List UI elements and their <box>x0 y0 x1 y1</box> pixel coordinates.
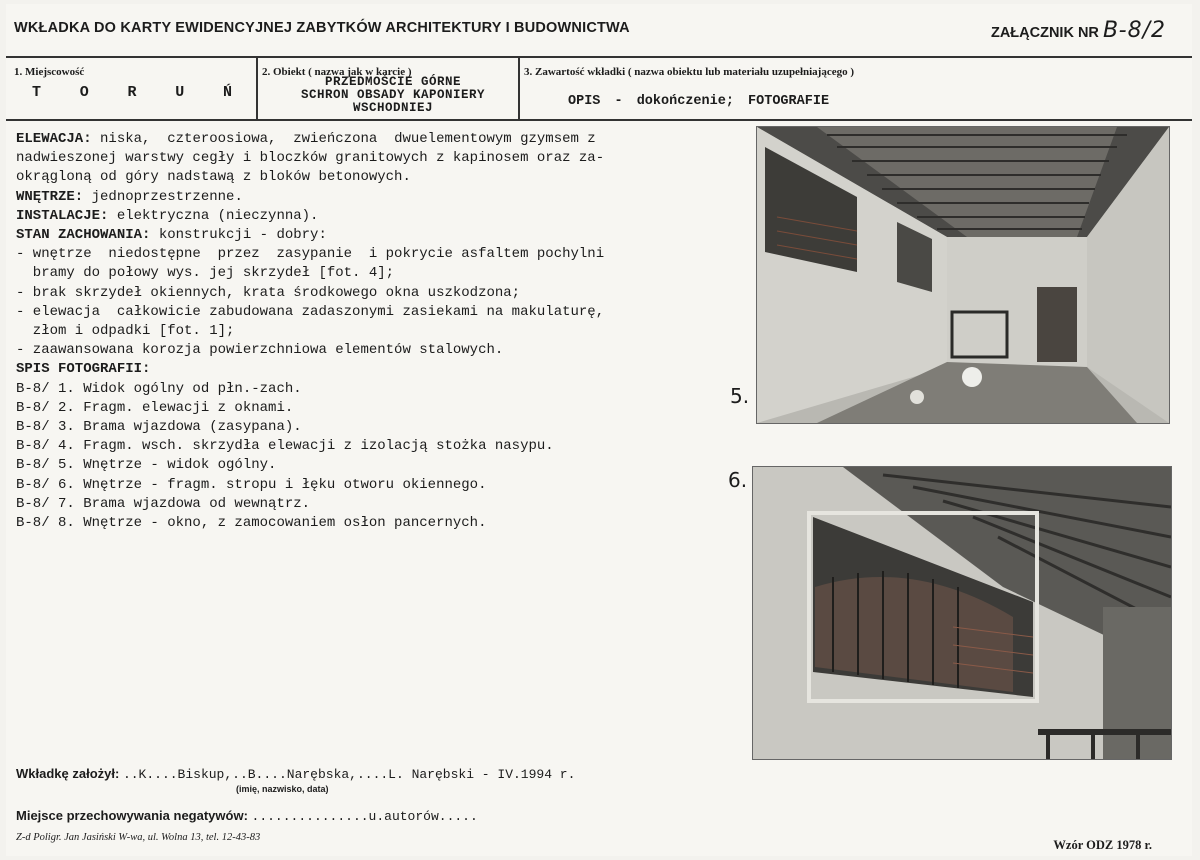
photo-6-number: 6. <box>728 468 748 492</box>
description-line <box>16 360 746 379</box>
line-text: B-8/ 4. Fragm. wsch. skrzydła elewacji z izolacją stożka nasypu. <box>16 438 554 455</box>
line-text: - zaawansowana korozja powierzchniowa elementów stalowych. <box>16 342 504 359</box>
line-text: B-8/ 3. Brama wjazdowa (zasypana). <box>16 419 302 436</box>
line-text: elektryczna (nieczynna). <box>108 207 319 224</box>
object-value <box>268 76 518 115</box>
attachment-label: ZAŁĄCZNIK NR <box>990 25 1099 41</box>
description-line <box>16 341 746 360</box>
description-line <box>16 188 746 207</box>
description-line <box>16 322 746 341</box>
description-line <box>16 399 746 418</box>
line-text: konstrukcji - dobry: <box>150 227 327 244</box>
description-line <box>16 476 746 495</box>
description-line <box>16 149 746 168</box>
section-heading: INSTALACJE: <box>16 207 109 224</box>
description-line <box>16 437 746 456</box>
line-text: - wnętrze niedostępne przez zasypanie i pokrycie asfaltem pochylni <box>16 246 605 263</box>
storage-line <box>16 808 478 824</box>
line-text: B-8/ 8. Wnętrze - okno, z zamocowaniem osłon pancernych. <box>16 515 487 532</box>
printer-imprint: Z-d Poligr. Jan Jasiński W-wa, ul. Wolna 13, tel. 12-43-83 <box>16 832 261 843</box>
line-text: nadwieszonej warstwy cegły i bloczków granitowych z kapinosem oraz za- <box>16 150 605 167</box>
line-text: niska, czteroosiowa, zwieńczona dwuelementowym gzymsem z <box>91 131 596 147</box>
locality-letter: T <box>32 84 42 101</box>
photo-interior-general <box>756 126 1170 424</box>
content-value: OPIS - dokończenie; FOTOGRAFIE <box>568 94 830 109</box>
author-value: ..K....Biskup,..B....Narębska,....L. Narębski - IV.1994 r. <box>122 767 576 782</box>
content-label: 3. Zawartość wkładki ( nazwa obiektu lub materiału uzupełniającego ) <box>524 66 855 78</box>
description-line <box>16 456 746 475</box>
author-line <box>16 766 575 782</box>
description-line <box>16 495 746 514</box>
description-line <box>16 284 746 303</box>
description-line <box>16 245 746 264</box>
section-heading: WNĘTRZE: <box>16 188 84 205</box>
field-divider-1 <box>256 58 258 120</box>
line-text: - elewacja całkowicie zabudowana zadaszonymi zasiekami na makulaturę, <box>16 303 605 320</box>
object-label: 2. Obiekt ( nazwa jak w karcie ) <box>262 66 412 78</box>
section-heading: SPIS FOTOGRAFII: <box>16 361 151 378</box>
line-text: B-8/ 2. Fragm. elewacji z oknami. <box>16 399 294 416</box>
sheet-title: WKŁADKA DO KARTY EWIDENCYJNEJ ZABYTKÓW ARCHITEKTURY I BUDOWNICTWA <box>14 20 630 36</box>
description-line <box>16 168 746 187</box>
description-line <box>16 264 746 283</box>
locality-value <box>32 84 232 101</box>
form-code: Wzór ODZ 1978 r. <box>1053 838 1152 852</box>
attachment-number-value: B-8/2 <box>1102 18 1166 43</box>
line-text: B-8/ 6. Wnętrze - fragm. stropu i łęku otworu okiennego. <box>16 476 487 493</box>
description-line <box>16 380 746 399</box>
description-line <box>16 514 746 533</box>
photo-interior-window <box>752 466 1172 760</box>
author-label: Wkładkę założył: <box>16 766 120 781</box>
header-rule-bottom <box>6 119 1192 121</box>
locality-letter: U <box>175 84 185 101</box>
description-line <box>16 303 746 322</box>
line-text: jednoprzestrzenne. <box>83 188 243 205</box>
line-text: okrągloną od góry nadstawą z bloków betonowych. <box>16 169 411 186</box>
description-text <box>16 130 746 533</box>
locality-letter: R <box>127 84 137 101</box>
photo-5-number: 5. <box>730 384 750 408</box>
object-line: WSCHODNIEJ <box>352 101 433 115</box>
description-line <box>16 207 746 226</box>
line-text: złom i odpadki [fot. 1]; <box>16 323 235 340</box>
section-heading: ELEWACJA: <box>16 131 92 147</box>
record-sheet <box>6 4 1192 856</box>
object-line: SCHRON OBSADY KAPONIERY <box>300 88 486 102</box>
description-line <box>16 226 746 245</box>
line-text: B-8/ 5. Wnętrze - widok ogólny. <box>16 457 277 474</box>
author-note: (imię, nazwisko, data) <box>236 784 329 794</box>
locality-letter: Ń <box>222 84 232 101</box>
storage-label: Miejsce przechowywania negatywów: <box>16 808 248 823</box>
field-divider-2 <box>518 58 520 120</box>
line-text: B-8/ 7. Brama wjazdowa od wewnątrz. <box>16 495 311 512</box>
description-line <box>16 130 746 149</box>
storage-value: ...............u.autorów..... <box>251 809 478 824</box>
line-text: bramy do połowy wys. jej skrzydeł [fot. 4]; <box>16 265 395 282</box>
attachment-number <box>991 18 1166 43</box>
object-line: PRZEDMOŚCIE GÓRNE <box>324 75 462 89</box>
description-line <box>16 418 746 437</box>
header-rule-top <box>6 56 1192 58</box>
locality-letter: O <box>79 84 89 101</box>
section-heading: STAN ZACHOWANIA: <box>16 227 151 244</box>
locality-label: 1. Miejscowość <box>14 66 85 78</box>
line-text: - brak skrzydeł okiennych, krata środkowego okna uszkodzona; <box>16 284 521 301</box>
line-text: B-8/ 1. Widok ogólny od płn.-zach. <box>16 380 302 397</box>
